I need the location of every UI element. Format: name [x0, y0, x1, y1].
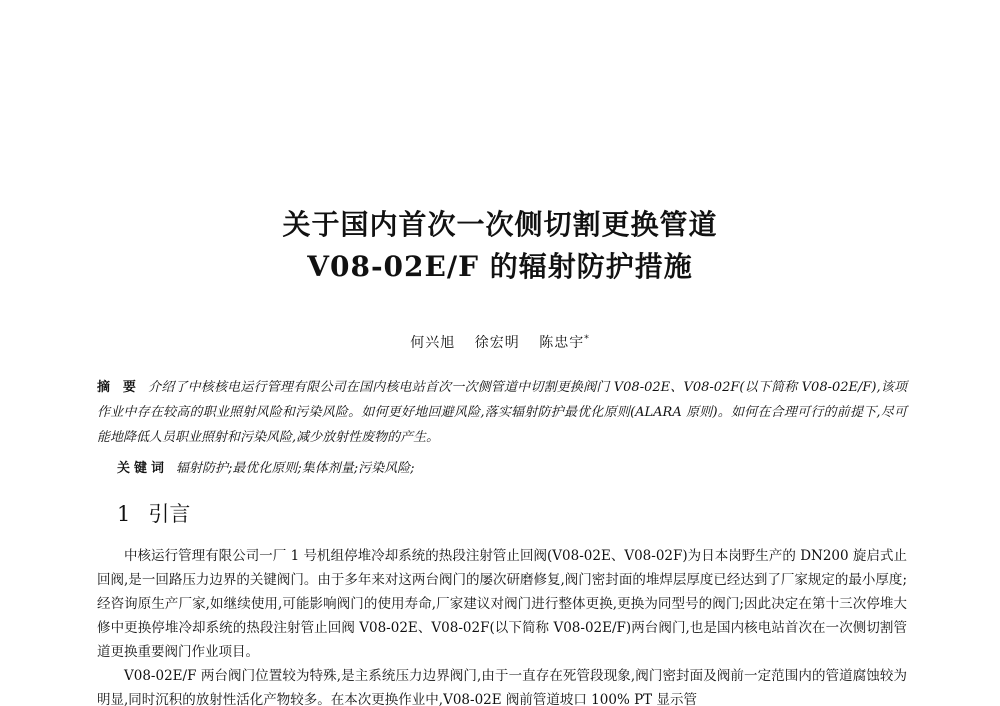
body-paragraph: 中核运行管理有限公司一厂 1 号机组停堆冷却系统的热段注射管止回阀(V08-02E、V08-02F)为日本岗野生产的 DN200 旋启式止回阀,是一回路压力边界的关键阀门。由于多年来对这两台阀门的屡次研磨修复,阀门密封面的堆焊层厚度已经达到了厂家规定的最小厚度;经咨询原生产厂家,如继续使用,可能影响阀门的使用寿命,厂家建议对阀门进行整体更换,更换为同型号的阀门;因此决定在第十三次停堆大修中更换停堆冷却系统的热段注射管止回阀 V08-02E、V08-02F(以下简称 V08-02E/F)两台阀门,也是国内核电站首次在一次侧切割管道更换重要阀门作业项目。 — [97, 548, 907, 660]
author-name — [539, 335, 590, 351]
body-text — [97, 544, 907, 706]
keywords-label: 关键词 — [117, 461, 169, 476]
author-name: 何兴旭 — [410, 334, 456, 351]
section-number: 1 — [117, 502, 131, 526]
body-paragraph: V08-02E/F 两台阀门位置较为特殊,是主系统压力边界阀门,由于一直存在死管段现象,阀门密封面及阀前一定范围内的管道腐蚀较为明显,同时沉积的放射性活化产物较多。在本次更换作业中,V08-02E 阀前管道坡口 100% PT 显示管 — [97, 668, 907, 706]
corresponding-author-mark: * — [584, 334, 590, 344]
abstract — [97, 375, 907, 450]
paper-title-line-1: 关于国内首次一次侧切割更换管道 — [282, 208, 718, 241]
keywords — [117, 459, 907, 479]
author-name: 徐宏明 — [474, 334, 520, 351]
section-heading — [117, 501, 190, 527]
abstract-label: 摘 要 — [97, 380, 141, 395]
keywords-text: 辐射防护;最优化原则;集体剂量;污染风险; — [176, 461, 415, 476]
abstract-text: 介绍了中核核电运行管理有限公司在国内核电站首次一次侧管道中切割更换阀门 V08-02E、V08-02F(以下简称 V08-02E/F),该项作业中存在较高的职业照射风险和污染风险。如何更好地回避风险,落实辐射防护最优化原则(ALARA 原则)。如何在合理可行的前提下,尽可能地降低人员职业照射和污染风险,减少放射性废物的产生。 — [97, 380, 907, 445]
author-list — [0, 329, 1000, 353]
author-name-text: 陈忠宇 — [539, 334, 585, 351]
paper-title-line-2: V08-02E/F 的辐射防护措施 — [307, 250, 693, 283]
section-title: 引言 — [148, 502, 191, 526]
